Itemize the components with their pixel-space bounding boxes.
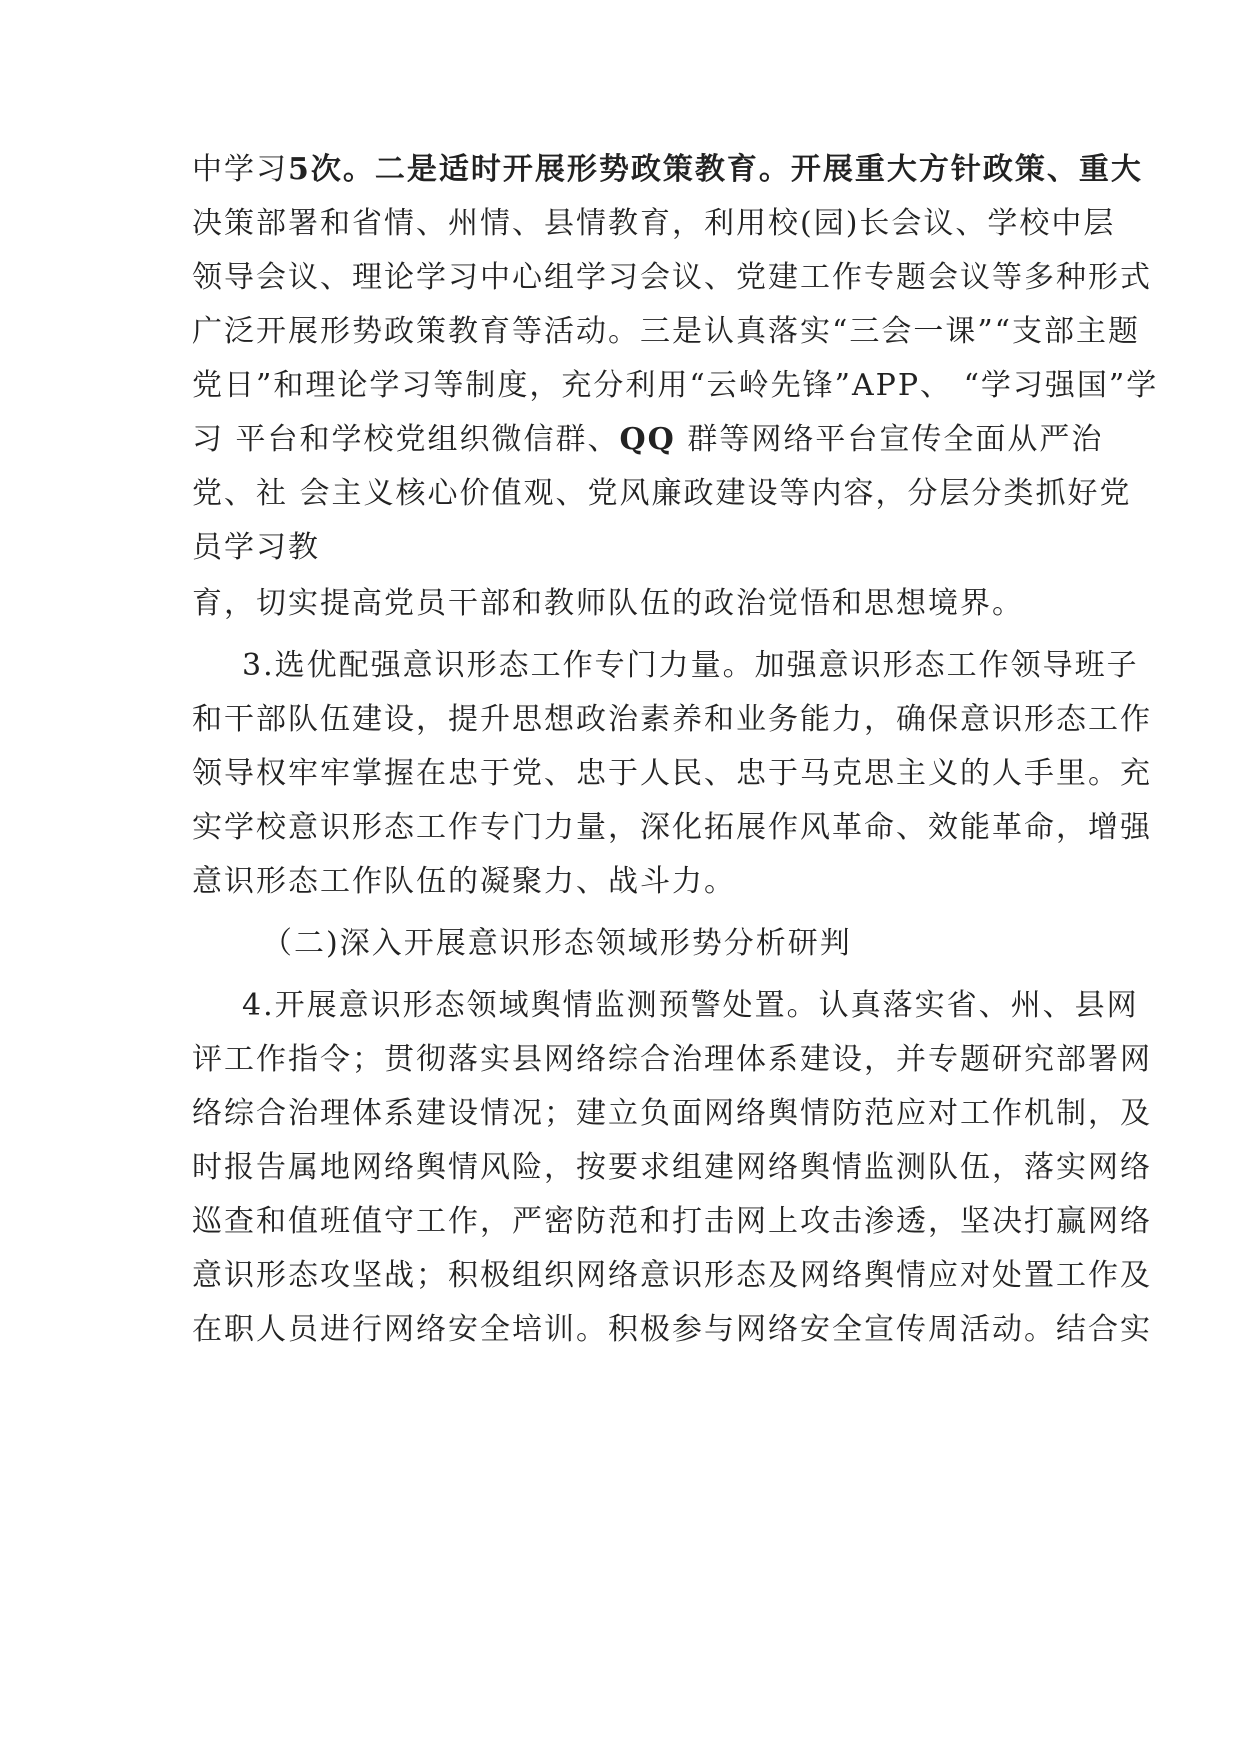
text-line: 决策部署和省情、州情、县情教育，利用校(园)长会议、学校中层 (192, 206, 1116, 241)
text-line: 3.选优配强意识形态工作专门力量。加强意识形态工作领导班子 (242, 648, 1139, 683)
text-line: 意识形态攻坚战；积极组织网络意识形态及网络舆情应对处置工作及 (192, 1258, 1152, 1293)
text-line: 评工作指令；贯彻落实县网络综合治理体系建设，并专题研究部署网 (192, 1042, 1152, 1077)
text-span: 中学习 (192, 152, 288, 187)
text-line: 络综合治理体系建设情况；建立负面网络舆情防范应对工作机制，及 (192, 1096, 1152, 1131)
text-line: 实学校意识形态工作专门力量，深化拓展作风革命、效能革命，增强 (192, 810, 1152, 845)
text-line: 巡查和值班值守工作，严密防范和打击网上攻击渗透，坚决打赢网络 (192, 1204, 1152, 1239)
text-line (192, 150, 1143, 190)
text-line (192, 420, 1104, 460)
text-line: 意识形态工作队伍的凝聚力、战斗力。 (192, 864, 736, 899)
text-line: 党日”和理论学习等制度，充分利用“云岭先锋”APP、 “学习强国”学 (192, 368, 1159, 403)
text-span: 群等网络平台宣传全面从严治 (675, 422, 1104, 457)
text-line: 党、社 会主义核心价值观、党风廉政建设等内容，分层分类抓好党 (192, 476, 1132, 511)
text-line: 在职人员进行网络安全培训。积极参与网络安全宣传周活动。结合实 (192, 1312, 1152, 1347)
text-line: 和干部队伍建设，提升思想政治素养和业务能力，确保意识形态工作 (192, 702, 1152, 737)
text-line: 领导会议、理论学习中心组学习会议、党建工作专题会议等多种形式 (192, 260, 1152, 295)
bold-text-span: 5次。二是适时开展形势政策教育。开展重大方针政策、重大 (288, 152, 1143, 187)
section-heading: （二)深入开展意识形态领域形势分析研判 (262, 926, 852, 961)
text-line: 员学习教 (192, 530, 320, 565)
text-line: 时报告属地网络舆情风险，按要求组建网络舆情监测队伍，落实网络 (192, 1150, 1152, 1185)
text-line: 育，切实提高党员干部和教师队伍的政治觉悟和思想境界。 (192, 586, 1024, 621)
text-span: 习 平台和学校党组织微信群、 (192, 422, 620, 457)
bold-text-span: QQ (619, 422, 676, 457)
text-line: 4.开展意识形态领域舆情监测预警处置。认真落实省、州、县网 (242, 988, 1139, 1023)
text-line: 领导权牢牢掌握在忠于党、忠于人民、忠于马克思主义的人手里。充 (192, 756, 1152, 791)
text-line: 广泛开展形势政策教育等活动。三是认真落实“三会一课”“支部主题 (192, 314, 1141, 349)
